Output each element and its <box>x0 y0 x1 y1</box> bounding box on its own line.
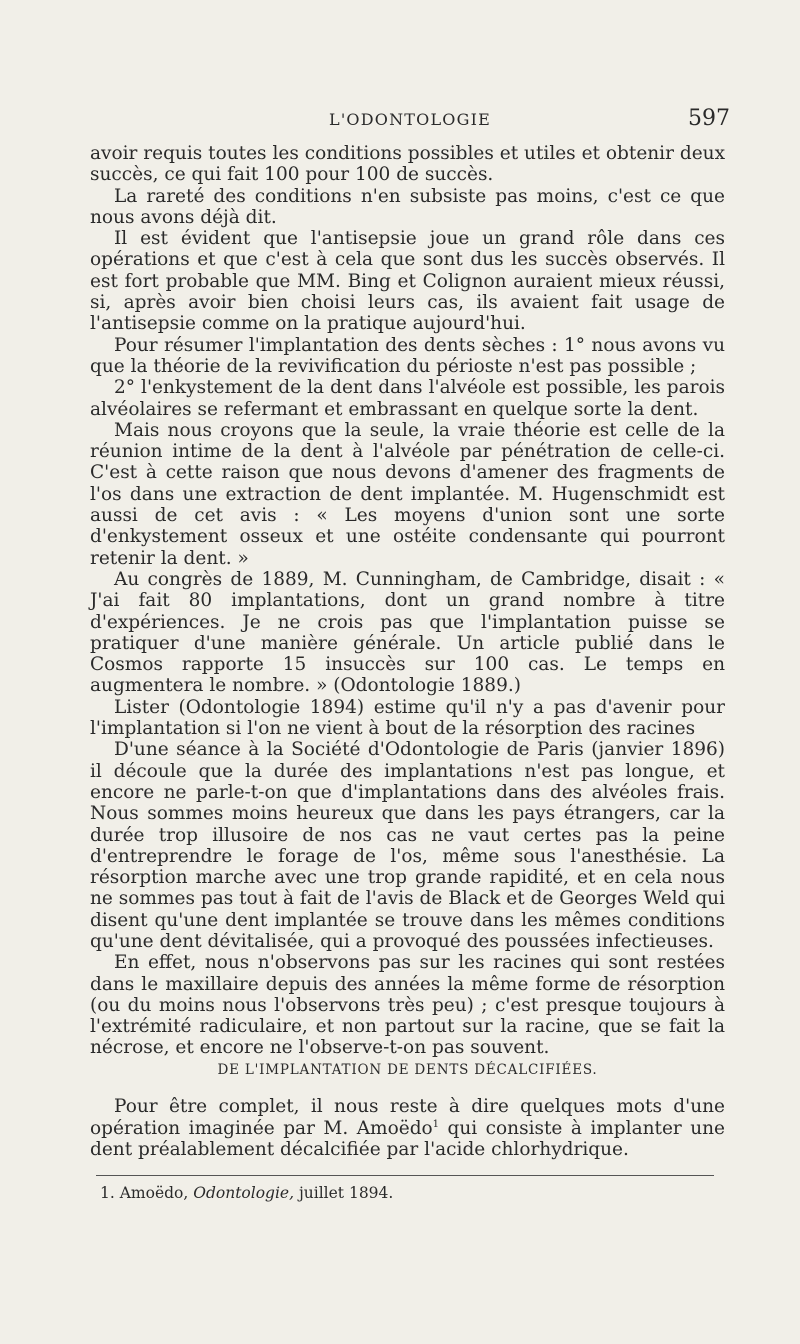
footnote-marker: 1 <box>432 1118 440 1130</box>
section-heading: DE L'IMPLANTATION DE DENTS DÉCALCIFIÉES. <box>217 1062 598 1078</box>
paragraph: 2° l'enkystement de la dent dans l'alvéole est possible, les parois alvéolaires se refermant et embrassant en quelque sorte la dent. <box>90 377 725 420</box>
footnote-number: 1. <box>100 1184 115 1202</box>
paragraph: Pour résumer l'implantation des dents sèches : 1° nous avons vu que la théorie de la revivification du périoste n'est pas possible ; <box>90 334 725 377</box>
paragraph: avoir requis toutes les conditions possibles et utiles et obtenir deux succès, ce qui fait 100 pour 100 de succès. <box>90 143 725 186</box>
paragraph: D'une séance à la Société d'Odontologie de Paris (janvier 1896) il découle que la durée des implantations n'est pas longue, et encore ne parle-t-on que d'implantations dans des alvéoles frais. Nous sommes moins heureux que dans les pays étrangers, car la durée trop illusoire de nos cas ne vaut certes pas la peine d'entreprendre le forage de l'os, même sous l'anesthésie. La résorption marche avec une trop grande rapidité, et en cela nous ne sommes pas tout à fait de l'avis de Black et de Georges Weld qui disent qu'une dent implantée se trouve dans les mêmes conditions qu'une dent dévitalisée, qui a provoqué des poussées infectieuses. <box>90 739 725 952</box>
section-text-start: Pour être complet, il nous reste à dire quelques mots d'une opération imaginée par M. Amoëdo <box>90 1096 725 1139</box>
paragraph: Au congrès de 1889, M. Cunningham, de Cambridge, disait : « J'ai fait 80 implantations, dont un grand nombre à titre d'expériences. Je ne crois pas que l'implantation puisse se pratiquer d'une manière générale. Un article publié dans le Cosmos rapporte 15 insuccès sur 100 cas. Le temps en augmentera le nombre. » (Odontologie 1889.) <box>90 568 725 697</box>
paragraph: Mais nous croyons que la seule, la vraie théorie est celle de la réunion intime de la dent à l'alvéole par pénétration de celle-ci. C'est à cette raison que nous devons d'amener des fragments de l'os dans une extraction de dent implantée. M. Hugenschmidt est aussi de cet avis : « Les moyens d'union sont une sorte d'enkystement osseux et une ostéite condensante qui pourront retenir la dent. » <box>90 419 725 569</box>
paragraph: La rareté des conditions n'en subsiste pas moins, c'est ce que nous avons déjà dit. <box>90 185 725 228</box>
footnote-date: juillet 1894. <box>298 1184 394 1202</box>
footnote-journal: Odontologie, <box>193 1184 295 1202</box>
paragraph: Il est évident que l'antisepsie joue un grand rôle dans ces opérations et que c'est à cela que sont dus les succès observés. Il est fort probable que MM. Bing et Colignon auraient mieux réussi, si, après avoir bien choisi leurs cas, ils avaient fait usage de l'antisepsie comme on la pratique aujourd'hui. <box>90 228 725 335</box>
footnote <box>100 1184 720 1202</box>
section-body <box>90 1096 725 1161</box>
footnote-divider <box>96 1175 714 1176</box>
page-number: 597 <box>688 106 730 131</box>
page-header <box>90 108 730 138</box>
paragraph: Lister (Odontologie 1894) estime qu'il n'y a pas d'avenir pour l'implantation si l'on ne vient à bout de la résorption des racines <box>90 696 725 740</box>
body-text <box>90 143 725 1059</box>
section-text-end: qui consiste à implanter une dent préalablement décalcifiée par l'acide chlorhydrique. <box>90 1117 725 1160</box>
running-title: L'ODONTOLOGIE <box>329 110 491 129</box>
footnote-author: Amoëdo, <box>119 1184 189 1202</box>
section-paragraph <box>90 1096 725 1161</box>
paragraph: En effet, nous n'observons pas sur les racines qui sont restées dans le maxillaire depuis des années la même forme de résorption (ou du moins nous l'observons très peu) ; c'est presque toujours à l'extrémité radiculaire, et non partout sur la racine, que se fait la nécrose, et encore ne l'observe-t-on pas souvent. <box>90 952 725 1059</box>
